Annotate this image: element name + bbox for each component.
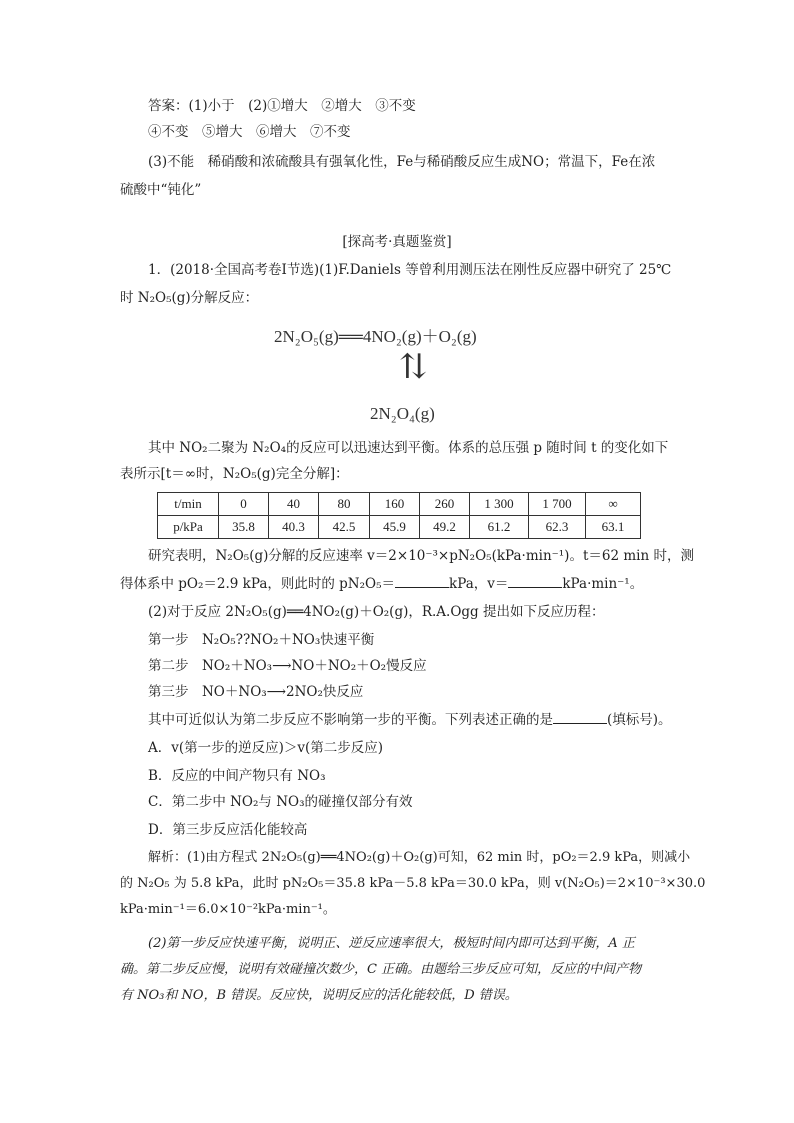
table-cell: 42.5 — [319, 516, 370, 539]
q1-part-2: (2)对于反应 2N₂O₅(g)══4NO₂(g)＋O₂(g)，R.A.Ogg 提出如下反应历程： — [148, 604, 605, 620]
q1-text-line-1: 其中 NO₂二聚为 N₂O₄的反应可以迅速达到平衡。体系的总压强 p 随时间 t 的变化如下 — [148, 440, 669, 456]
mechanism-step-3: 第三步 NO＋NO₃⟶2NO₂快反应 — [148, 684, 364, 700]
table-row — [158, 493, 641, 516]
question-tail: (填标号)。 — [607, 712, 672, 728]
fill-text-b: kPa，v＝ — [449, 576, 509, 592]
answer-line-3: (3)不能 稀硝酸和浓硫酸具有强氧化性，Fe与稀硝酸反应生成NO；常温下，Fe在浓 — [148, 154, 656, 170]
mechanism-step-2: 第二步 NO₂＋NO₃⟶NO＋NO₂＋O₂慢反应 — [148, 658, 427, 674]
answer-blank-1[interactable] — [395, 574, 449, 588]
solution-line-2: 的 N₂O₅ 为 5.8 kPa，此时 pN₂O₅＝35.8 kPa－5.8 kPa＝30.0 kPa，则 v(N₂O₅)＝2×10⁻³×30.0 — [120, 876, 706, 891]
section-title: [探高考·真题鉴赏] — [342, 234, 452, 250]
fill-text-c: kPa·min⁻¹。 — [562, 576, 644, 592]
table-cell: 63.1 — [586, 516, 641, 539]
table-cell: 40 — [269, 493, 319, 516]
option-a: A．v(第一步的逆反应)＞v(第二步反应) — [148, 740, 384, 756]
solution-line-1: 解析：(1)由方程式 2N₂O₅(g)══4NO₂(g)＋O₂(g)可知，62 min 时，pO₂＝2.9 kPa，则减小 — [148, 850, 691, 865]
q1-question — [148, 710, 672, 730]
table-cell: 35.8 — [219, 516, 269, 539]
question-text: 其中可近似认为第二步反应不影响第一步的平衡。下列表述正确的是 — [148, 712, 553, 728]
table-cell: 45.9 — [370, 516, 420, 539]
q1-fill-line — [120, 574, 643, 594]
q1-rate-line: 研究表明，N₂O₅(g)分解的反应速率 v＝2×10⁻³×pN₂O₅(kPa·min⁻¹)。t＝62 min 时，测 — [148, 548, 694, 564]
solution-line-5: 确。第二步反应慢，说明有效碰撞次数少，C 正确。由题给三步反应可知，反应的中间产物 — [120, 962, 642, 977]
table-cell: ∞ — [586, 493, 641, 516]
fill-text-a: 得体系中 pO₂＝2.9 kPa，则此时的 pN₂O₅＝ — [120, 576, 396, 592]
solution-line-3: kPa·min⁻¹＝6.0×10⁻²kPa·min⁻¹。 — [120, 902, 336, 917]
option-b: B．反应的中间产物只有 NO₃ — [148, 768, 326, 784]
equation-main: 2N₂O₅(g)══4NO₂(g)＋O₂(g) — [274, 327, 477, 346]
q1-intro-line-1: 1．(2018·全国高考卷Ⅰ节选)(1)F.Daniels 等曾利用测压法在刚性反应器中研究了 25℃ — [148, 262, 672, 278]
table-cell: 62.3 — [529, 516, 586, 539]
q1-intro-line-2: 时 N₂O₅(g)分解反应： — [120, 290, 259, 306]
equation-dimer: 2N₂O₄(g) — [370, 404, 435, 423]
answer-blank-3[interactable] — [553, 710, 607, 724]
answer-line-1: 答案：(1)小于 (2)①增大 ②增大 ③不变 — [148, 98, 416, 114]
table-cell: t/min — [158, 493, 219, 516]
table-cell: 1 300 — [470, 493, 529, 516]
table-cell: 40.3 — [269, 516, 319, 539]
mechanism-step-1: 第一步 N₂O₅??NO₂＋NO₃快速平衡 — [148, 632, 375, 648]
option-c: C．第二步中 NO₂与 NO₃的碰撞仅部分有效 — [148, 794, 413, 810]
table-row — [158, 516, 641, 539]
table-cell: 80 — [319, 493, 370, 516]
answer-blank-2[interactable] — [508, 574, 562, 588]
table-cell: 1 700 — [529, 493, 586, 516]
table-cell: 0 — [219, 493, 269, 516]
table-cell: p/kPa — [158, 516, 219, 539]
table-cell: 61.2 — [470, 516, 529, 539]
answer-line-2: ④不变 ⑤增大 ⑥增大 ⑦不变 — [148, 124, 351, 140]
table-cell: 260 — [420, 493, 470, 516]
solution-line-6: 有 NO₃和 NO，B 错误。反应快，说明反应的活化能较低，D 错误。 — [120, 988, 518, 1003]
table-cell: 49.2 — [420, 516, 470, 539]
q1-text-line-2: 表所示[t＝∞时，N₂O₅(g)完全分解]： — [120, 466, 349, 482]
pressure-time-table — [157, 492, 641, 539]
option-d: D．第三步反应活化能较高 — [148, 822, 308, 838]
solution-line-4: (2)第一步反应快速平衡，说明正、逆反应速率很大，极短时间内即可达到平衡，A 正 — [148, 936, 635, 951]
answer-line-4: 硫酸中“钝化” — [120, 182, 202, 198]
table-cell: 160 — [370, 493, 420, 516]
equilibrium-arrow-icon: ⇅ — [399, 349, 428, 386]
